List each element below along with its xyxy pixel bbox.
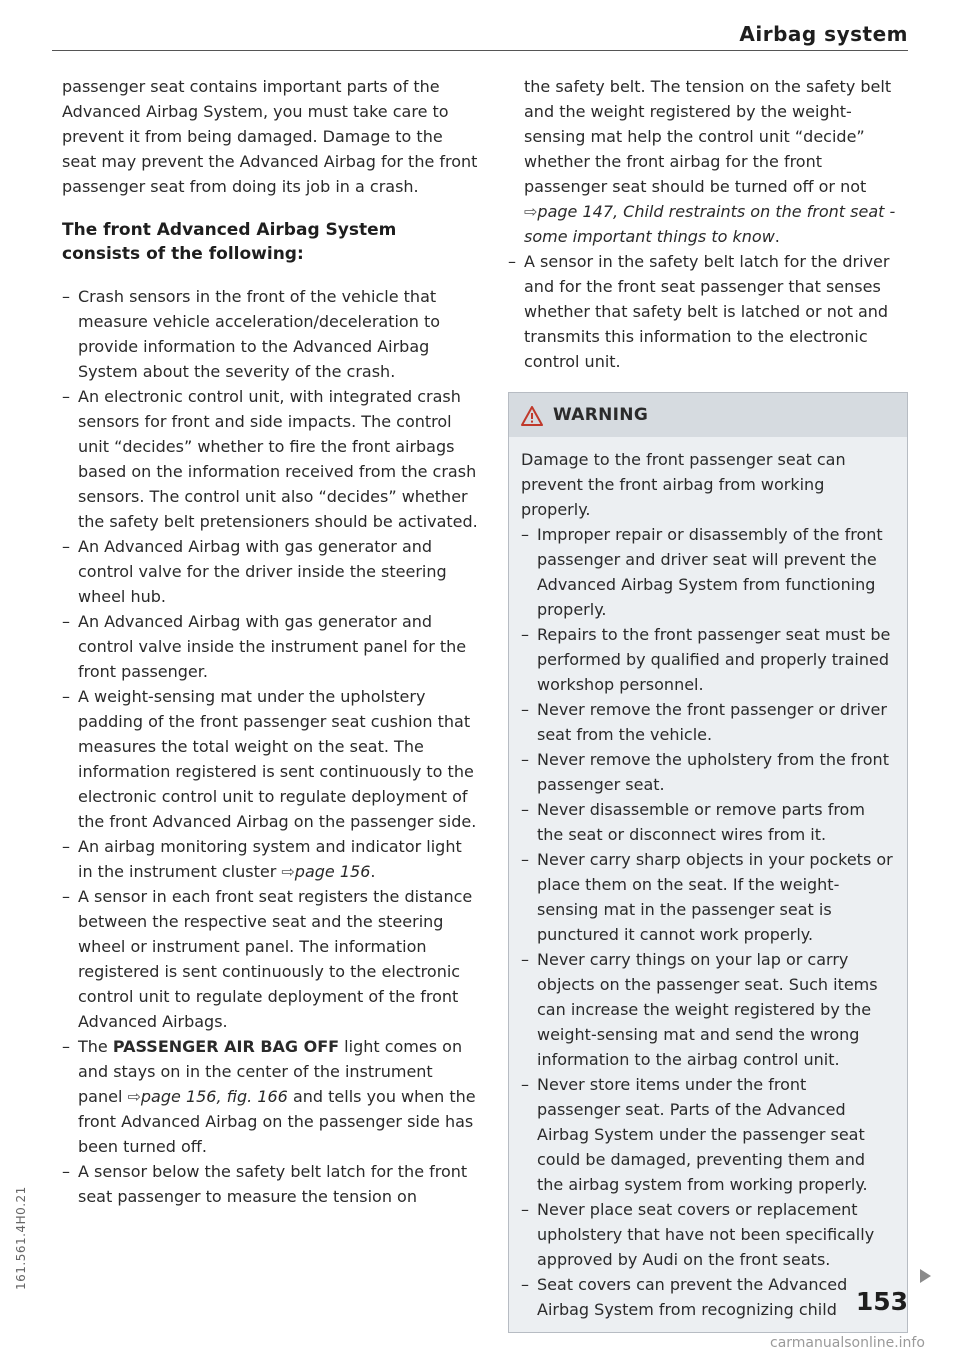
warning-item: – Never carry sharp objects in your pockets or place them on the seat. If the weight-sensing mat in the passenger seat is punctured it cannot work properly. xyxy=(521,847,893,947)
warning-header xyxy=(509,393,907,437)
list-item: – An airbag monitoring system and indicator light in the instrument cluster ⇨page 156. xyxy=(62,834,480,884)
warning-item: – Seat covers can prevent the Advanced Airbag System from recognizing child xyxy=(521,1272,893,1322)
arrow-right-icon: ⇨ xyxy=(524,202,538,221)
warning-item: – Never store items under the front passenger seat. Parts of the Advanced Airbag System under the passenger seat could be damaged, preventing them and the airbag system from working properly. xyxy=(521,1072,893,1197)
warning-triangle-icon xyxy=(521,406,543,426)
section-title: Airbag system xyxy=(739,22,908,46)
list-item-text: light comes on and stays on in the center of the instrument panel xyxy=(78,1037,463,1106)
warning-title: WARNING xyxy=(553,405,649,425)
right-column xyxy=(508,74,908,1333)
page-number: 153 xyxy=(855,1287,908,1316)
list-item: – A weight-sensing mat under the upholstery padding of the front passenger seat cushion that measures the total weight on the seat. The information registered is sent continuously to the electronic control unit to regulate deployment of the front Advanced Airbag on the passenger side. xyxy=(62,684,480,834)
warning-body xyxy=(509,437,907,1332)
list-item: – A sensor below the safety belt latch for the front seat passenger to measure the tension on xyxy=(62,1159,480,1209)
warning-item: – Improper repair or disassembly of the front passenger and driver seat will prevent the Advanced Airbag System from functioning properly. xyxy=(521,522,893,622)
list-item: – A sensor in each front seat registers the distance between the respective seat and the steering wheel or instrument panel. The information registered is sent continuously to the electronic control unit to regulate deployment of the front Advanced Airbags. xyxy=(62,884,480,1034)
continued-list-item: the safety belt. The tension on the safety belt and the weight registered by the weight-sensing mat help the control unit “decide” whether the front airbag for the front passenger seat should be turned off or not ⇨page 147, Child restraints on the front seat - some important things to know. xyxy=(524,77,896,246)
warning-item: – Never remove the front passenger or driver seat from the vehicle. xyxy=(521,697,893,747)
warning-item: – Never remove the upholstery from the front passenger seat. xyxy=(521,747,893,797)
arrow-right-icon: ⇨ xyxy=(281,862,295,881)
watermark: carmanualsonline.info xyxy=(770,1335,925,1351)
components-list-continued xyxy=(508,249,908,374)
warning-intro: Damage to the front passenger seat can prevent the front airbag from working properly. xyxy=(521,450,846,519)
left-column xyxy=(62,74,480,1209)
list-item-text: the safety belt. The tension on the safety belt and the weight registered by the weight-sensing mat help the control unit “decide” whether the front airbag for the front passenger seat should be turned off or not xyxy=(524,77,892,196)
warning-item: – Never place seat covers or replacement upholstery that have not been specifically approved by Audi on the front seats. xyxy=(521,1197,893,1272)
arrow-right-icon: ⇨ xyxy=(127,1087,141,1106)
list-item: – An Advanced Airbag with gas generator and control valve inside the instrument panel for the front passenger. xyxy=(62,609,480,684)
warning-item: – Repairs to the front passenger seat must be performed by qualified and properly trained workshop personnel. xyxy=(521,622,893,697)
components-list xyxy=(62,284,480,1209)
indicator-name: PASSENGER AIR BAG OFF xyxy=(112,1037,340,1056)
list-item: – A sensor in the safety belt latch for the driver and for the front seat passenger that senses whether that safety belt is latched or not and transmits this information to the electronic control unit. xyxy=(508,249,908,374)
document-code: 161.561.4H0.21 xyxy=(14,1186,28,1290)
continue-arrow-icon xyxy=(920,1269,931,1283)
list-item-text: The xyxy=(78,1037,108,1056)
warning-item: – Never carry things on your lap or carry objects on the passenger seat. Such items can increase the weight registered by the weight-sensing mat and send the wrong information to the airbag control unit. xyxy=(521,947,893,1072)
page-reference-link[interactable]: page 156, fig. 166 xyxy=(140,1087,288,1106)
list-item: – An electronic control unit, with integrated crash sensors for front and side impacts. The control unit “decides” whether to fire the front airbags based on the information received from the crash sensors. The control unit also “decides” whether the safety belt pretensioners should be activated. xyxy=(62,384,480,534)
intro-paragraph: passenger seat contains important parts of the Advanced Airbag System, you must take care to prevent it from being damaged. Damage to the seat may prevent the Advanced Airbag for the front passenger seat from doing its job in a crash. xyxy=(62,77,478,196)
list-item-text: and tells you when the front Advanced Airbag on the passenger side has been turned off. xyxy=(78,1087,476,1156)
warning-box xyxy=(508,392,908,1333)
list-item: – An Advanced Airbag with gas generator and control valve for the driver inside the steering wheel hub. xyxy=(62,534,480,609)
warning-item: – Never disassemble or remove parts from the seat or disconnect wires from it. xyxy=(521,797,893,847)
list-item xyxy=(62,1034,480,1159)
warning-list xyxy=(521,522,893,1322)
list-item-text: An airbag monitoring system and indicator light in the instrument cluster xyxy=(78,837,462,881)
header-divider xyxy=(52,50,908,51)
page-reference-link[interactable]: page 147, Child restraints on the front seat - some important things to know xyxy=(524,202,896,246)
subheading: The front Advanced Airbag System consists of the following: xyxy=(62,220,397,264)
list-item: – Crash sensors in the front of the vehicle that measure vehicle acceleration/deceleration to provide information to the Advanced Airbag System about the severity of the crash. xyxy=(62,284,480,384)
page-reference-link[interactable]: page 156 xyxy=(294,862,371,881)
